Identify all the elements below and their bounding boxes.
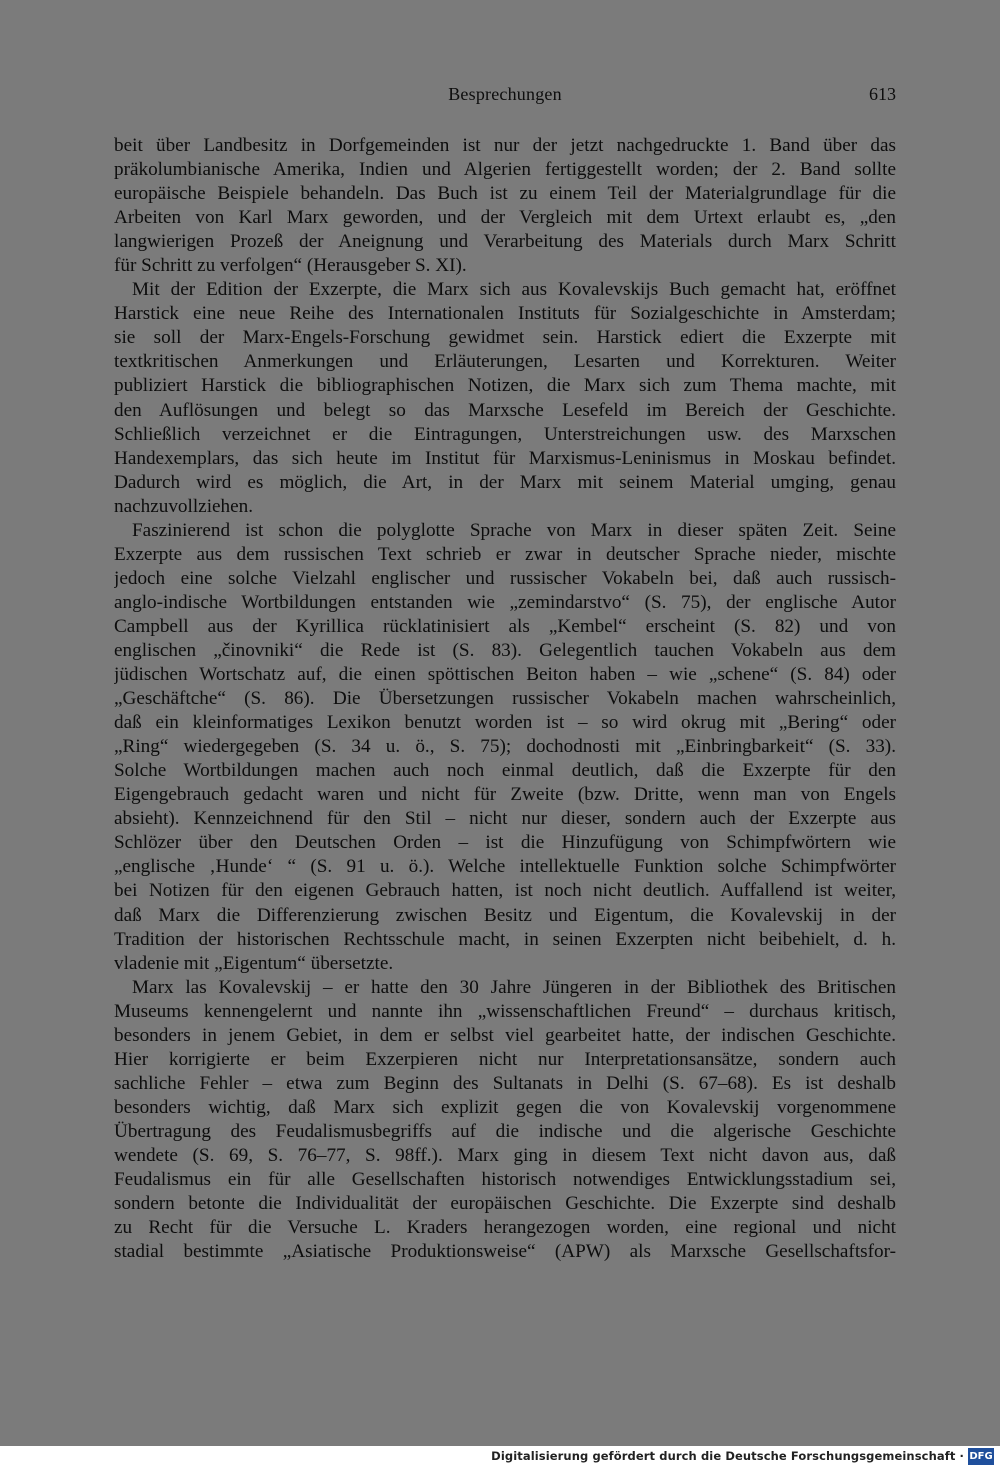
text-line: nachzuvollziehen.: [114, 495, 254, 517]
text-line: anglo-indische Wortbildungen entstanden wie „zemindarstvo“ (S. 75), der englische Autor: [114, 591, 896, 613]
text-line: Dadurch wird es möglich, die Art, in der Marx mit seinem Material umging, genau: [114, 471, 896, 493]
text-line: „englische ‚Hunde‘ “ (S. 91 u. ö.). Welche intellektuelle Funktion solche Schimpfwörter: [114, 856, 896, 878]
text-line: publiziert Harstick die bibliographischen Notizen, die Marx sich zum Thema machte, mit: [114, 375, 896, 397]
text-line: Harstick eine neue Reihe des Internationalen Instituts für Sozialgeschichte in Amsterdam;: [114, 303, 896, 325]
text-line: stadial bestimmte „Asiatische Produktionsweise“ (APW) als Marxsche Gesellschaftsfor-: [114, 1241, 896, 1263]
text-line: Arbeiten von Karl Marx geworden, und der Vergleich mit dem Urtext erlaubt es, „den: [114, 207, 896, 229]
text-line: bei Notizen für den eigenen Gebrauch hatten, ist noch nicht deutlich. Auffallend ist weiter,: [114, 880, 896, 902]
text-line: absieht). Kennzeichnend für den Stil – nicht nur dieser, sondern auch der Exzerpte aus: [114, 808, 896, 830]
text-line: daß ein kleinformatiges Lexikon benutzt worden ist – so wird okrug mit „Bering“ oder: [114, 712, 896, 734]
text-line: sie soll der Marx-Engels-Forschung gewidmet sein. Harstick ediert die Exzerpte mit: [114, 327, 896, 349]
text-line: „Ring“ wiedergegeben (S. 34 u. ö., S. 75); dochodnosti mit „Einbringbarkeit“ (S. 33).: [114, 736, 896, 758]
text-line: Schlözer über den Deutschen Orden – ist die Hinzufügung von Schimpfwörtern wie: [114, 832, 896, 854]
text-line: Marx las Kovalevskij – er hatte den 30 Jahre Jüngeren in der Bibliothek des Britischen: [132, 976, 896, 998]
text-line: jüdischen Wortschatz auf, die einen spöttischen Beiton haben – wie „schene“ (S. 84) oder: [114, 664, 896, 686]
funding-note: Digitalisierung gefördert durch die Deutsche Forschungsgemeinschaft ·: [491, 1449, 964, 1463]
text-line: daß Marx die Differenzierung zwischen Besitz und Eigentum, die Kovalevskij in der: [114, 904, 896, 926]
text-line: Handexemplars, das sich heute im Institut für Marxismus-Leninismus in Moskau befindet.: [114, 447, 896, 469]
text-line: besonders in jenem Gebiet, in dem er selbst viel gearbeitet hatte, der indischen Geschichte.: [114, 1024, 896, 1046]
text-line: Eigengebrauch gedacht waren und nicht für Zweite (bzw. Dritte, wenn man von Engels: [114, 784, 896, 806]
text-line: europäische Beispiele behandeln. Das Buch ist zu einem Teil der Materialgrundlage für die: [114, 183, 896, 205]
footer-bar: [0, 1446, 1000, 1470]
text-line: Museums kennengelernt und nannte ihn „wissenschaftlichen Freund“ – durchaus kritisch,: [114, 1000, 896, 1022]
text-line: wendete (S. 69, S. 76–77, S. 98ff.). Marx ging in diesem Text nicht davon aus, daß: [114, 1144, 896, 1166]
text-line: besonders wichtig, daß Marx sich explizit gegen die von Kovalevskij vorgenommene: [114, 1096, 896, 1118]
running-title: Besprechungen: [448, 84, 562, 104]
page-number: 613: [869, 84, 896, 104]
text-line: textkritischen Anmerkungen und Erläuterungen, Lesarten und Korrekturen. Weiter: [114, 351, 896, 373]
text-line: vladenie mit „Eigentum“ übersetzte.: [114, 952, 394, 974]
text-line: Exzerpte aus dem russischen Text schrieb er zwar in deutscher Sprache nieder, mischte: [114, 543, 896, 565]
body-text: [114, 134, 896, 1264]
text-line: Faszinierend ist schon die polyglotte Sprache von Marx in dieser späten Zeit. Seine: [132, 519, 896, 541]
text-line: präkolumbianische Amerika, Indien und Algerien fertiggestellt worden; der 2. Band sollte: [114, 159, 896, 181]
text-line: Solche Wortbildungen machen auch noch einmal deutlich, daß die Exzerpte für den: [114, 760, 896, 782]
text-line: den Auflösungen und belegt so das Marxsche Lesefeld im Bereich der Geschichte.: [114, 399, 896, 421]
text-line: „Geschäftche“ (S. 86). Die Übersetzungen russischer Vokabeln machen wahrscheinlich,: [114, 688, 896, 710]
text-line: beit über Landbesitz in Dorfgemeinden ist nur der jetzt nachgedruckte 1. Band über das: [114, 135, 896, 156]
text-line: langwierigen Prozeß der Aneignung und Verarbeitung des Materials durch Marx Schritt: [114, 231, 896, 253]
text-line: Feudalismus ein für alle Gesellschaften historisch notwendiges Entwicklungsstadium sei,: [114, 1169, 896, 1191]
text-line: Übertragung des Feudalismusbegriffs auf die indische und die algerische Geschichte: [114, 1120, 896, 1142]
text-line: für Schritt zu verfolgen“ (Herausgeber S. XI).: [114, 255, 467, 277]
text-line: sondern betonte die Individualität der europäischen Geschichte. Die Exzerpte sind deshalb: [114, 1193, 896, 1215]
running-head: [114, 84, 896, 108]
text-line: englischen „činovniki“ die Rede ist (S. 83). Gelegentlich tauchen Vokabeln aus dem: [114, 639, 896, 661]
text-line: Tradition der historischen Rechtsschule macht, in seinen Exzerpten nicht beibehielt, d. h.: [114, 928, 896, 950]
text-line: Mit der Edition der Exzerpte, die Marx sich aus Kovalevskijs Buch gemacht hat, eröffnet: [132, 279, 896, 301]
text-line: Campbell aus der Kyrillica rücklatinisiert als „Kembel“ erscheint (S. 82) und von: [114, 615, 896, 637]
dfg-logo: DFG: [968, 1448, 994, 1465]
text-line: Hier korrigierte er beim Exzerpieren nicht nur Interpretationsansätze, sondern auch: [114, 1048, 896, 1070]
text-line: jedoch eine solche Vielzahl englischer und russischer Vokabeln bei, daß auch russisch-: [114, 567, 896, 589]
text-line: zu Recht für die Versuche L. Kraders herangezogen worden, eine regional und nicht: [114, 1217, 896, 1239]
text-line: Schließlich verzeichnet er die Eintragungen, Unterstreichungen usw. des Marxschen: [114, 423, 896, 445]
text-line: sachliche Fehler – etwa zum Beginn des Sultanats in Delhi (S. 67–68). Es ist deshalb: [114, 1072, 896, 1094]
